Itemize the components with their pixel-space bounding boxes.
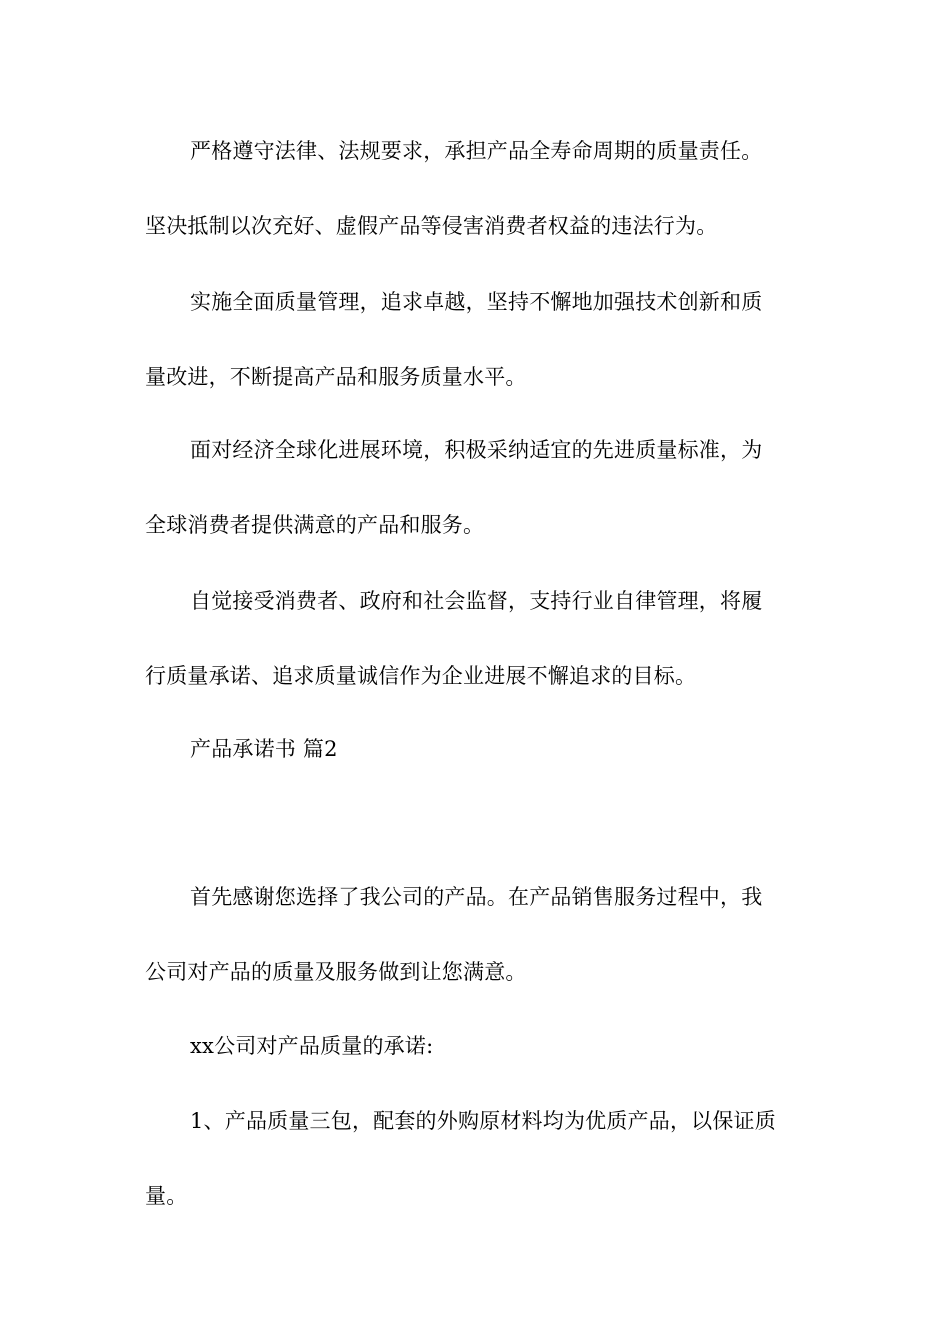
paragraph-line: 严格遵守法律、法规要求，承担产品全寿命周期的质量责任。 [190,139,763,163]
paragraph-line: 行质量承诺、追求质量诚信作为企业进展不懈追求的目标。 [145,664,697,688]
paragraph-line: 公司对产品的质量及服务做到让您满意。 [145,960,527,984]
paragraph-line: 首先感谢您选择了我公司的产品。在产品销售服务过程中，我 [190,885,763,909]
paragraph-line: 量。 [145,1184,188,1208]
paragraph-line: 坚决抵制以次充好、虚假产品等侵害消费者权益的违法行为。 [145,214,718,238]
paragraph-line: xx公司对产品质量的承诺: [190,1034,434,1058]
paragraph-line: 面对经济全球化进展环境，积极采纳适宜的先进质量标准，为 [190,438,763,462]
paragraph-line: 实施全面质量管理，追求卓越，坚持不懈地加强技术创新和质 [190,290,763,314]
paragraph-line: 1、产品质量三包，配套的外购原材料均为优质产品，以保证质 [190,1109,776,1133]
section-heading: 产品承诺书 篇2 [190,737,338,761]
paragraph-line: 量改进，不断提高产品和服务质量水平。 [145,365,527,389]
paragraph-line: 自觉接受消费者、政府和社会监督，支持行业自律管理，将履 [190,589,763,613]
paragraph-line: 全球消费者提供满意的产品和服务。 [145,513,485,537]
